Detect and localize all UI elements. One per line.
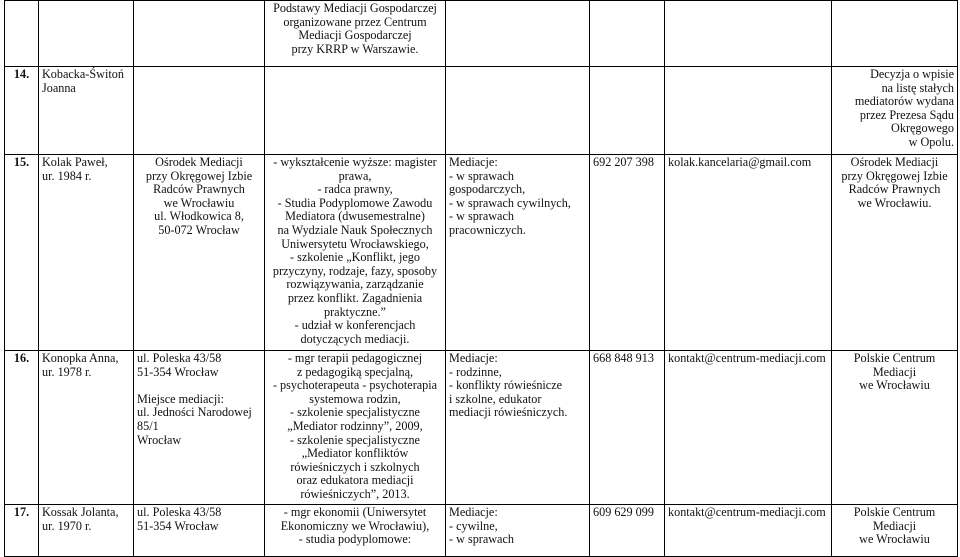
mediator-name: Kolak Paweł, ur. 1984 r. (39, 155, 134, 351)
mediator-remarks: Polskie Centrum Mediacji we Wrocławiu (832, 351, 958, 505)
mediator-email: kolak.kancelaria@gmail.com (665, 155, 832, 351)
mediator-qualifications (265, 67, 446, 155)
mediator-remarks: Polskie Centrum Mediacji we Wrocławiu (832, 505, 958, 557)
mediator-name: Kossak Jolanta, ur. 1970 r. (39, 505, 134, 557)
row-number: 17. (5, 505, 39, 557)
mediator-qualifications: - wykształcenie wyższe: magister prawa, - radca prawny, - Studia Podyplomowe Zawodu Mediatora (dwusemestralne) na Wydziale Nauk Społecznych Uniwersytetu Wrocławskiego, - szkolenie „Konflikt, jego przyczyny, rodzaje, fazy, sposoby rozwiązywania, zarządzanie przez konflikt. Zagadnienia praktyczne.” - udział w konferencjach dotyczących mediacji. (265, 155, 446, 351)
mediator-email (665, 67, 832, 155)
mediator-phone: 609 629 099 (590, 505, 665, 557)
mediation-scope (446, 1, 590, 67)
table-row (5, 1, 958, 67)
row-number: 16. (5, 351, 39, 505)
mediator-qualifications: Podstawy Mediacji Gospodarczej organizowane przez Centrum Mediacji Gospodarczej przy KRRP w Warszawie. (265, 1, 446, 67)
mediator-qualifications: - mgr terapii pedagogicznej z pedagogiką specjalną, - psychoterapeuta - psychoterapia systemowa rodzin, - szkolenie specjalistyczne „Mediator rodzinny”, 2009, - szkolenie specjalistyczne „Mediator konfliktów rówieśniczych i szkolnych oraz edukatora mediacji rówieśniczych”, 2013. (265, 351, 446, 505)
mediators-table (4, 0, 958, 557)
mediator-email (665, 1, 832, 67)
table-row (5, 505, 958, 557)
row-number: 15. (5, 155, 39, 351)
mediator-email: kontakt@centrum-mediacji.com (665, 505, 832, 557)
mediator-remarks (832, 1, 958, 67)
mediator-address: ul. Poleska 43/58 51-354 Wrocław Miejsce mediacji: ul. Jedności Narodowej 85/1 Wrocław (134, 351, 265, 505)
table-row (5, 67, 958, 155)
mediator-address (134, 1, 265, 67)
row-number (5, 1, 39, 67)
row-number: 14. (5, 67, 39, 155)
mediator-name: Kobacka-Świtoń Joanna (39, 67, 134, 155)
mediator-name (39, 1, 134, 67)
table-row (5, 351, 958, 505)
mediator-remarks: Ośrodek Mediacji przy Okręgowej Izbie Radców Prawnych we Wrocławiu. (832, 155, 958, 351)
mediator-address: Ośrodek Mediacji przy Okręgowej Izbie Radców Prawnych we Wrocławiu ul. Włodkowica 8, 50-072 Wrocław (134, 155, 265, 351)
mediation-scope: Mediacje: - rodzinne, - konflikty rówieśnicze i szkolne, edukator mediacji rówieśniczych. (446, 351, 590, 505)
mediator-address: ul. Poleska 43/58 51-354 Wrocław (134, 505, 265, 557)
mediator-name: Konopka Anna, ur. 1978 r. (39, 351, 134, 505)
table-row (5, 155, 958, 351)
mediation-scope: Mediacje: - cywilne, - w sprawach (446, 505, 590, 557)
mediator-phone (590, 1, 665, 67)
mediator-phone: 692 207 398 (590, 155, 665, 351)
mediator-remarks: Decyzja o wpisie na listę stałych mediatorów wydana przez Prezesa Sądu Okręgowego w Opolu. (832, 67, 958, 155)
mediation-scope (446, 67, 590, 155)
mediator-phone (590, 67, 665, 155)
mediator-email: kontakt@centrum-mediacji.com (665, 351, 832, 505)
mediation-scope: Mediacje: - w sprawach gospodarczych, - w sprawach cywilnych, - w sprawach pracowniczych. (446, 155, 590, 351)
mediator-qualifications: - mgr ekonomii (Uniwersytet Ekonomiczny we Wrocławiu), - studia podyplomowe: (265, 505, 446, 557)
mediator-phone: 668 848 913 (590, 351, 665, 505)
mediator-address (134, 67, 265, 155)
